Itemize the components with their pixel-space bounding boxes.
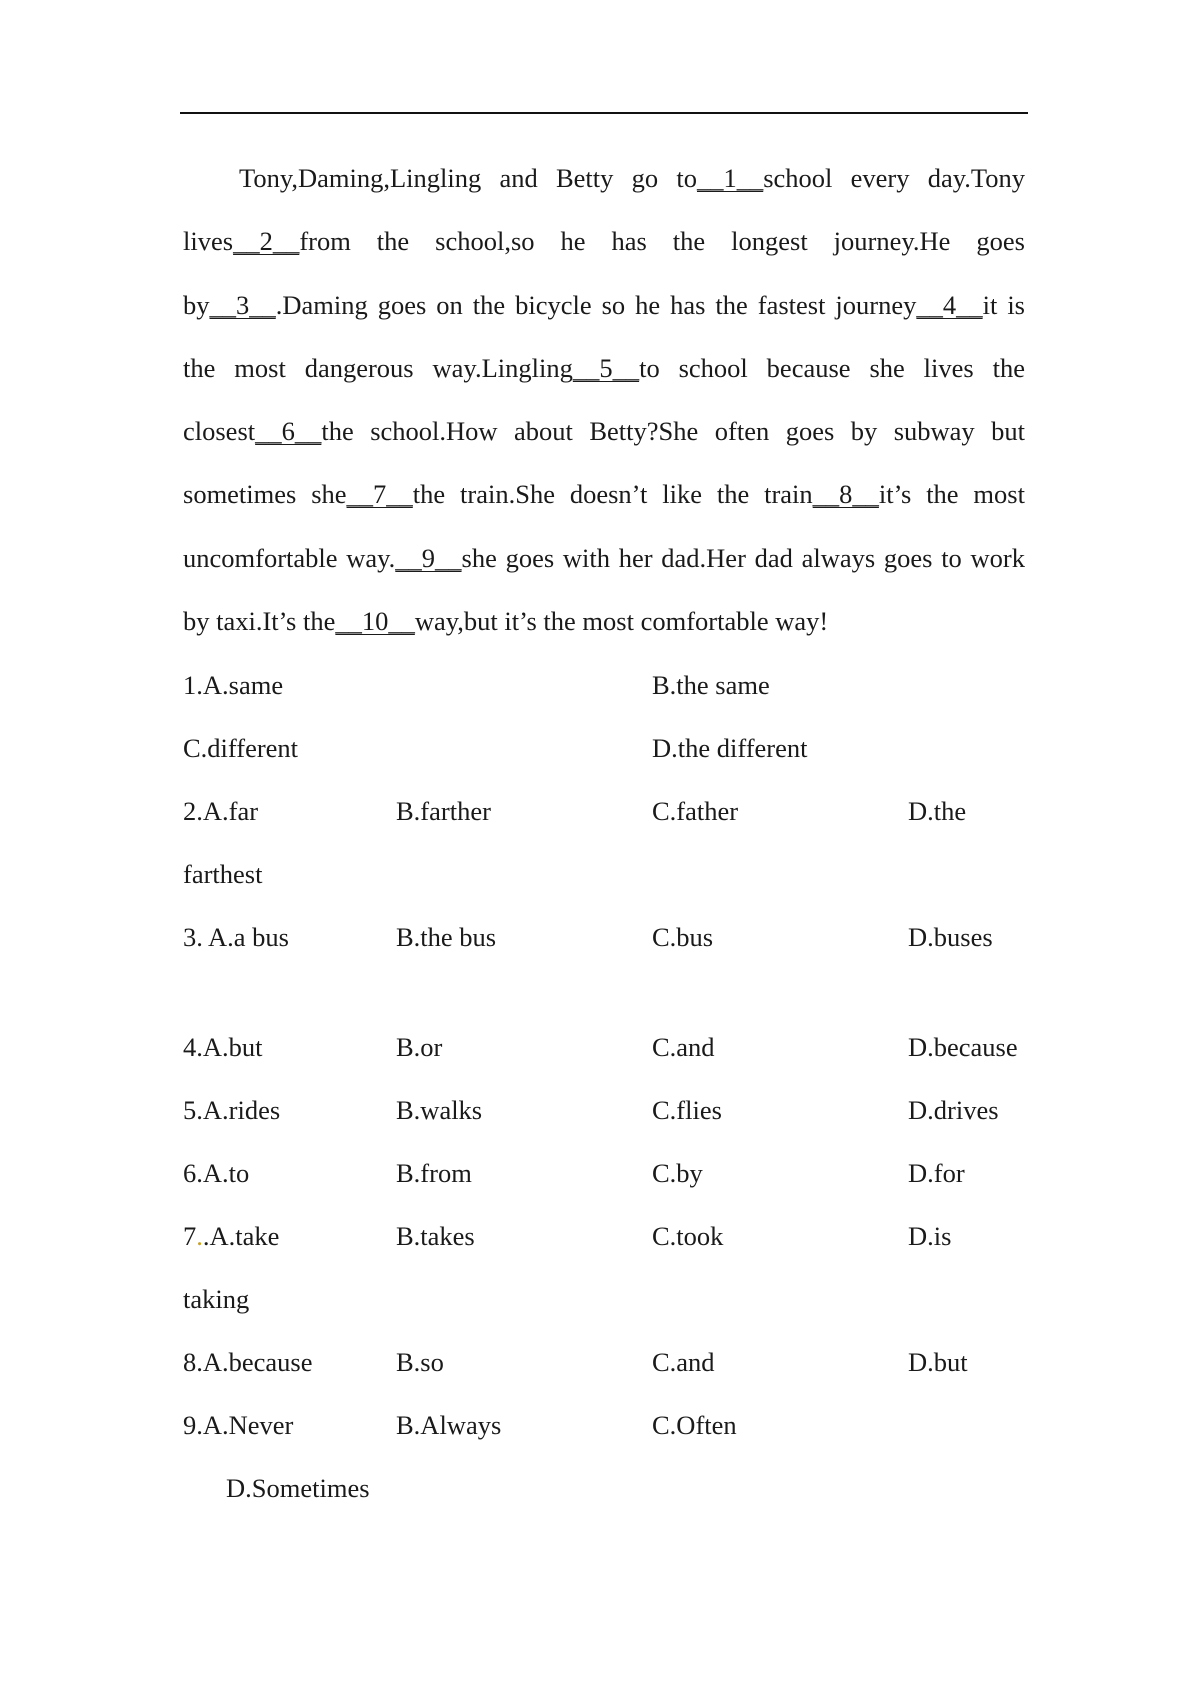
- passage-text: to school because she lives the closest: [183, 352, 1025, 447]
- cloze-blank: __8__: [812, 479, 879, 510]
- q6-option-b: B.from: [396, 1158, 472, 1188]
- q1-option-d: D.the different: [652, 733, 808, 763]
- q4-option-d: D.because: [908, 1032, 1018, 1062]
- passage-text: it is the most dangerous way.Lingling: [183, 289, 1025, 383]
- q7-option-c: C.took: [652, 1221, 724, 1251]
- passage-text: .Daming goes on the bicycle so he has the fastest journey: [275, 289, 917, 320]
- q7-option-a: [183, 1216, 279, 1256]
- cloze-blank: __3__: [209, 289, 276, 320]
- passage-text: the train.She doesn’t like the train: [412, 479, 813, 510]
- passage-text: it’s the most uncomfortable way.: [183, 479, 1025, 573]
- q6-option-d: D.for: [908, 1158, 965, 1188]
- header-rule: [180, 112, 1028, 114]
- passage-text: school every day.Tony lives: [183, 163, 1025, 257]
- q2-option-a: 2.A.far: [183, 796, 259, 826]
- q1-option-a: 1.A.same: [183, 670, 284, 700]
- passage-text: from the school,so he has the longest journey.He goes by: [183, 226, 1025, 320]
- q9-option-a: 9.A.Never: [183, 1410, 294, 1440]
- q7-option-a-text: .A.take: [202, 1221, 280, 1251]
- q7-option-b: B.takes: [396, 1221, 475, 1251]
- cloze-blank: __6__: [255, 416, 322, 447]
- q9-option-b: B.Always: [396, 1410, 502, 1440]
- cloze-blank: __5__: [572, 352, 640, 383]
- q9-option-d: D.Sometimes: [226, 1473, 370, 1503]
- cloze-passage: [183, 147, 1025, 653]
- cloze-blank: __9__: [395, 542, 462, 573]
- q3-option-a: 3. A.a bus: [183, 922, 289, 952]
- q7-number: 7: [183, 1221, 197, 1251]
- passage-text: she goes with her dad.Her dad always goes to work by taxi.It’s the: [183, 542, 1025, 637]
- passage-text: way,but it’s the most comfortable way!: [414, 606, 829, 637]
- q3-option-b: B.the bus: [396, 922, 497, 952]
- q6-option-c: C.by: [652, 1158, 703, 1188]
- q8-option-a: 8.A.because: [183, 1347, 313, 1377]
- q2-option-d: D.the: [908, 796, 967, 826]
- q2-option-d-continued: farthest: [183, 859, 263, 889]
- passage-text: the school.How about Betty?She often goes by subway but sometimes she: [183, 416, 1025, 510]
- q4-option-a: 4.A.but: [183, 1032, 263, 1062]
- q2-option-c: C.father: [652, 796, 739, 826]
- q4-option-b: B.or: [396, 1032, 443, 1062]
- q1-option-c: C.different: [183, 733, 299, 763]
- q5-option-c: C.flies: [652, 1095, 722, 1125]
- q6-option-a: 6.A.to: [183, 1158, 250, 1188]
- q7-option-d-continued: taking: [183, 1284, 250, 1314]
- q3-option-c: C.bus: [652, 922, 714, 952]
- q3-option-d: D.buses: [908, 922, 993, 952]
- q5-option-a: 5.A.rides: [183, 1095, 281, 1125]
- q8-option-b: B.so: [396, 1347, 444, 1377]
- q5-option-d: D.drives: [908, 1095, 999, 1125]
- q5-option-b: B.walks: [396, 1095, 483, 1125]
- cloze-blank: __7__: [346, 479, 413, 510]
- q4-option-c: C.and: [652, 1032, 715, 1062]
- cloze-blank: __4__: [916, 289, 983, 320]
- q2-option-b: B.farther: [396, 796, 491, 826]
- q8-option-d: D.but: [908, 1347, 968, 1377]
- cloze-blank: __10__: [335, 606, 415, 637]
- q9-option-c: C.Often: [652, 1410, 737, 1440]
- cloze-blank: __2__: [233, 226, 300, 257]
- q1-option-b: B.the same: [652, 670, 770, 700]
- q8-option-c: C.and: [652, 1347, 715, 1377]
- q7-stray-dot: .: [196, 1221, 203, 1251]
- q7-option-d: D.is: [908, 1221, 952, 1251]
- cloze-blank: __1__: [696, 163, 764, 193]
- passage-text: Tony,Daming,Lingling and Betty go to: [239, 163, 697, 193]
